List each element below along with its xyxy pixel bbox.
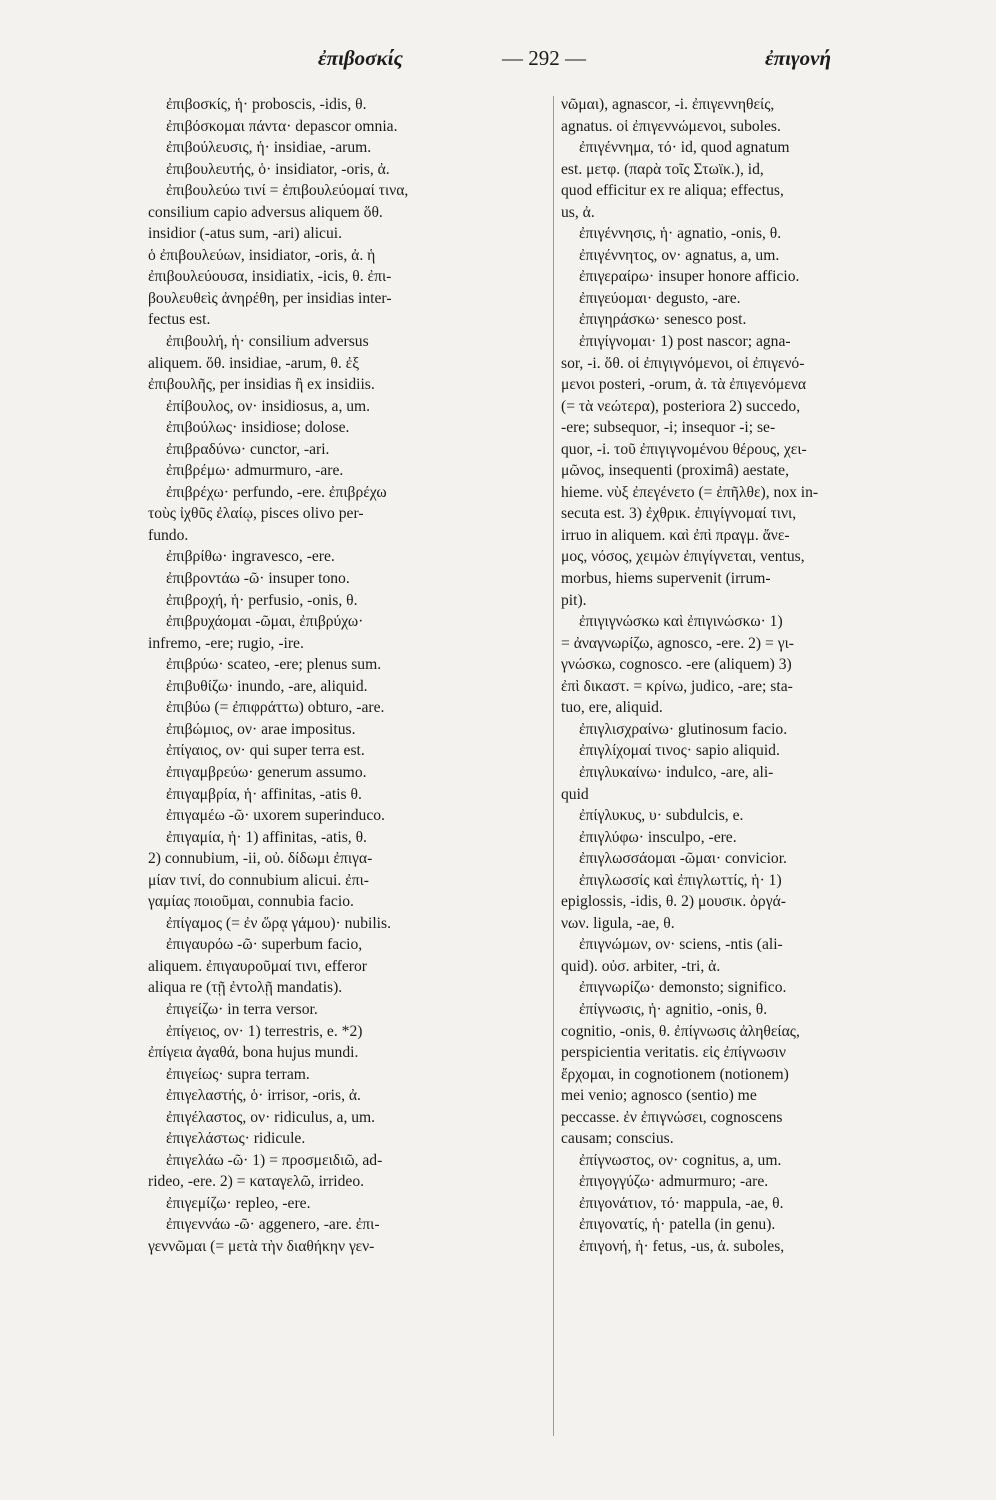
dictionary-line: ἐπιβώμιος, ον· arae impositus. — [166, 720, 356, 738]
dictionary-line: = ἀναγνωρίζω, agnosco, -ere. 2) = γι- — [561, 634, 794, 652]
dictionary-line: ἐπιγονάτιον, τό· mappula, -ae, θ. — [579, 1194, 784, 1212]
page-header — [0, 46, 996, 80]
dictionary-line: ἐπιγλίχομαί τινος· sapio aliquid. — [579, 742, 780, 760]
dictionary-line: quod efficitur ex re aliqua; effectus, — [561, 182, 784, 200]
dictionary-line: mei venio; agnosco (sentio) me — [561, 1087, 757, 1105]
dictionary-line: μίαν τινί, do connubium alicui. ἐπι- — [148, 871, 369, 889]
column-divider — [553, 96, 554, 1436]
dictionary-line: ἐπιβυθίζω· inundo, -are, aliquid. — [166, 677, 368, 695]
dictionary-line: μῶνος, insequenti (proximâ) aestate, — [561, 462, 790, 480]
dictionary-line: βουλευθεὶς ἀνηρέθη, per insidias inter- — [148, 289, 392, 307]
page-number: — 292 — — [502, 46, 586, 70]
dictionary-line: ἐπιγέννητος, ον· agnatus, a, um. — [579, 246, 780, 264]
dictionary-line: ἐπιγελάστως· ridicule. — [166, 1130, 306, 1148]
dictionary-line: perspicientia veritatis. εἰς ἐπίγνωσιν — [561, 1044, 786, 1062]
dictionary-line: ἐπιγείζω· in terra versor. — [166, 1000, 318, 1018]
dictionary-line: τοὺς ἰχθῦς ἐλαίῳ, pisces olivo per- — [148, 505, 364, 523]
dictionary-line: ἐπιγείως· supra terram. — [166, 1065, 310, 1083]
dictionary-line: ἔρχομαι, in cognotionem (notionem) — [561, 1065, 789, 1083]
dictionary-line: ἐπίγαιος, ον· qui super terra est. — [166, 742, 365, 760]
dictionary-line: ἐπιγέννημα, τό· id, quod agnatum — [579, 139, 790, 157]
dictionary-line: ἐπιγεραίρω· insuper honore afficio. — [579, 268, 800, 286]
dictionary-line: ἐπιβουλευτής, ὁ· insidiator, -oris, ἀ. — [166, 160, 390, 178]
dictionary-line: us, ἀ. — [561, 203, 595, 221]
dictionary-line: ἐπιβρέμω· admurmuro, -are. — [166, 462, 344, 480]
dictionary-line: ἐπιβρύω· scateo, -ere; plenus sum. — [166, 656, 382, 674]
dictionary-line: ἐπιγελάω -ῶ· 1) = προσμειδιῶ, ad- — [166, 1151, 383, 1169]
dictionary-line: ἐπιγλύφω· insculpo, -ere. — [579, 828, 737, 846]
dictionary-line: ἐπιγιγνώσκω καὶ ἐπιγινώσκω· 1) — [579, 613, 783, 631]
dictionary-line: peccasse. ἐν ἐπιγνώσει, cognoscens — [561, 1108, 783, 1126]
dictionary-line: ἐπίγεια ἀγαθά, bona hujus mundi. — [148, 1044, 359, 1062]
dictionary-line: γαμίας ποιοῦμαι, connubia facio. — [148, 893, 354, 911]
dictionary-line: rideo, -ere. 2) = καταγελῶ, irrideo. — [148, 1173, 365, 1191]
dictionary-line: tuo, ere, aliquid. — [561, 699, 663, 717]
dictionary-line: ἐπίγαμος (= ἐν ὥρᾳ γάμου)· nubilis. — [166, 914, 391, 932]
header-left-guideword: ἐπιβοσκίς — [318, 46, 403, 70]
dictionary-line: ἐπιβουλεύουσα, insidiatix, -icis, θ. ἐπι- — [148, 268, 392, 286]
dictionary-line: ἐπίγνωστος, ον· cognitus, a, um. — [579, 1151, 782, 1169]
dictionary-line: quid — [561, 785, 589, 803]
dictionary-line: hieme. νὺξ ἐπεγένετο (= ἐπῆλθε), nox in- — [561, 483, 819, 501]
header-right-guideword: ἐπιγονή — [765, 46, 831, 70]
dictionary-line: γνώσκω, cognosco. -ere (aliquem) 3) — [561, 656, 792, 674]
dictionary-line: morbus, hiems supervenit (irrum- — [561, 570, 771, 588]
dictionary-line: ἐπιγεμίζω· repleo, -ere. — [166, 1194, 311, 1212]
dictionary-line: ἐπιβουλεύω τινί = ἐπιβουλεύομαί τινα, — [166, 182, 409, 200]
dictionary-line: ἐπιβροχή, ἡ· perfusio, -onis, θ. — [166, 591, 358, 609]
dictionary-line: ἐπιγίγνομαι· 1) post nascor; agna- — [579, 333, 791, 351]
dictionary-line: ἐπιβοσκίς, ἡ· proboscis, -idis, θ. — [166, 96, 367, 113]
dictionary-line: ἐπὶ δικαστ. = κρίνω, judico, -are; sta- — [561, 677, 793, 695]
dictionary-line: ἐπιγεύομαι· degusto, -are. — [579, 289, 741, 307]
dictionary-line: ἐπιβουλή, ἡ· consilium adversus — [166, 333, 369, 351]
dictionary-line: pit). — [561, 591, 587, 609]
dictionary-line: νῶμαι), agnascor, -i. ἐπιγεννηθείς, — [561, 96, 775, 113]
dictionary-line: insidior (-atus sum, -ari) alicui. — [148, 225, 343, 243]
dictionary-line: quid). οὐσ. arbiter, -tri, ἀ. — [561, 957, 721, 975]
dictionary-line: ἐπιγλωσσίς καὶ ἐπιγλωττίς, ἡ· 1) — [579, 871, 782, 889]
dictionary-line: epiglossis, -idis, θ. 2) μουσικ. ὀργά- — [561, 893, 786, 911]
dictionary-line: ἐπιβούλευσις, ἡ· insidiae, -arum. — [166, 139, 372, 157]
dictionary-line: ἐπιβρυχάομαι -ῶμαι, ἐπιβρύχω· — [166, 613, 364, 631]
dictionary-line: ἐπιγηράσκω· senesco post. — [579, 311, 747, 329]
dictionary-line: ἐπίγνωσις, ἡ· agnitio, -onis, θ. — [579, 1000, 768, 1018]
dictionary-line: ἐπιγαμβρία, ἡ· affinitas, -atis θ. — [166, 785, 362, 803]
dictionary-line: 2) connubium, -ii, οὐ. δίδωμι ἐπιγα- — [148, 850, 373, 868]
right-column — [561, 94, 971, 1258]
dictionary-line: ἐπιβουλῆς, per insidias ἢ ex insidiis. — [148, 376, 375, 394]
dictionary-line: ἐπιβρίθω· ingravesco, -ere. — [166, 548, 335, 566]
dictionary-line: agnatus. οἱ ἐπιγεννώμενοι, suboles. — [561, 117, 781, 135]
dictionary-line: ἐπιβόσκομαι πάντα· depascor omnia. — [166, 117, 398, 135]
dictionary-line: ἐπιβύω (= ἐπιφράττω) obturo, -are. — [166, 699, 385, 717]
dictionary-line: est. μετφ. (παρὰ τοῖς Στωϊκ.), id, — [561, 160, 764, 178]
dictionary-line: ἐπιγλωσσάομαι -ῶμαι· convicior. — [579, 850, 787, 868]
dictionary-line: ἐπιβούλως· insidiose; dolose. — [166, 419, 350, 437]
dictionary-line: ὁ ἐπιβουλεύων, insidiator, -oris, ἀ. ἡ — [148, 246, 376, 264]
dictionary-line: cognitio, -onis, θ. ἐπίγνωσις ἀληθείας, — [561, 1022, 800, 1040]
dictionary-line: μενοι posteri, -orum, ἀ. τὰ ἐπιγενόμενα — [561, 376, 807, 394]
dictionary-line: ἐπιβρέχω· perfundo, -ere. ἐπιβρέχω — [166, 483, 387, 501]
dictionary-line: ἐπιγέλαστος, ον· ridiculus, a, um. — [166, 1108, 376, 1126]
dictionary-line: ἐπιγνώμων, ον· sciens, -ntis (ali- — [579, 936, 783, 954]
dictionary-line: ἐπιγαμία, ἡ· 1) affinitas, -atis, θ. — [166, 828, 367, 846]
dictionary-line: quor, -i. τοῦ ἐπιγιγνομένου θέρους, χει- — [561, 440, 807, 458]
dictionary-line: consilium capio adversus aliquem ὅθ. — [148, 203, 383, 221]
dictionary-line: ἐπιγαυρόω -ῶ· superbum facio, — [166, 936, 363, 954]
dictionary-line: ἐπιγέννησις, ἡ· agnatio, -onis, θ. — [579, 225, 782, 243]
dictionary-line: ἐπιγογγύζω· admurmuro; -are. — [579, 1173, 769, 1191]
dictionary-line: ἐπίγλυκυς, υ· subdulcis, e. — [579, 807, 744, 825]
dictionary-line: ἐπιγονή, ἡ· fetus, -us, ἀ. suboles, — [579, 1237, 785, 1255]
left-column — [148, 94, 558, 1258]
dictionary-line: ἐπιγεννάω -ῶ· aggenero, -are. ἐπι- — [166, 1216, 380, 1234]
dictionary-line: irruo in aliquem. καὶ ἐπὶ πραγμ. ἄνε- — [561, 526, 790, 544]
dictionary-line: ἐπίγειος, ον· 1) terrestris, e. *2) — [166, 1022, 363, 1040]
dictionary-line: fundo. — [148, 526, 189, 544]
dictionary-line: sor, -i. ὅθ. οἱ ἐπιγιγνόμενοι, οἱ ἐπιγενό- — [561, 354, 805, 372]
dictionary-line: infremo, -ere; rugio, -ire. — [148, 634, 304, 652]
dictionary-line: γεννῶμαι (= μετὰ τὴν διαθήκην γεν- — [148, 1237, 375, 1255]
dictionary-line: ἐπιγαμέω -ῶ· uxorem superinduco. — [166, 807, 385, 825]
dictionary-line: secuta est. 3) ἐχθρικ. ἐπιγίγνομαί τινι, — [561, 505, 797, 523]
dictionary-line: fectus est. — [148, 311, 211, 329]
dictionary-line: ἐπιγλισχραίνω· glutinosum facio. — [579, 720, 788, 738]
dictionary-line: aliquem. ὅθ. insidiae, -arum, θ. ἐξ — [148, 354, 360, 372]
dictionary-line: ἐπιγελαστής, ὁ· irrisor, -oris, ἀ. — [166, 1087, 361, 1105]
dictionary-line: ἐπιγλυκαίνω· indulco, -are, ali- — [579, 763, 774, 781]
dictionary-line: ἐπιγαμβρεύω· generum assumo. — [166, 763, 367, 781]
dictionary-line: νων. ligula, -ae, θ. — [561, 914, 675, 932]
dictionary-line: ἐπιγνωρίζω· demonsto; significo. — [579, 979, 787, 997]
dictionary-line: (= τὰ νεώτερα), posteriora 2) succedo, — [561, 397, 801, 415]
dictionary-line: -ere; subsequor, -i; insequor -i; se- — [561, 419, 776, 437]
dictionary-line: aliquem. ἐπιγαυροῦμαί τινι, efferor — [148, 957, 367, 975]
dictionary-line: ἐπιβραδύνω· cunctor, -ari. — [166, 440, 330, 458]
dictionary-line: ἐπίβουλος, ον· insidiosus, a, um. — [166, 397, 371, 415]
dictionary-line: ἐπιγονατίς, ἡ· patella (in genu). — [579, 1216, 776, 1234]
dictionary-line: μος, νόσος, χειμὼν ἐπιγίγνεται, ventus, — [561, 548, 805, 566]
dictionary-line: ἐπιβροντάω -ῶ· insuper tono. — [166, 570, 350, 588]
dictionary-line: causam; conscius. — [561, 1130, 674, 1148]
dictionary-line: aliqua re (τῇ ἐντολῇ mandatis). — [148, 979, 343, 997]
